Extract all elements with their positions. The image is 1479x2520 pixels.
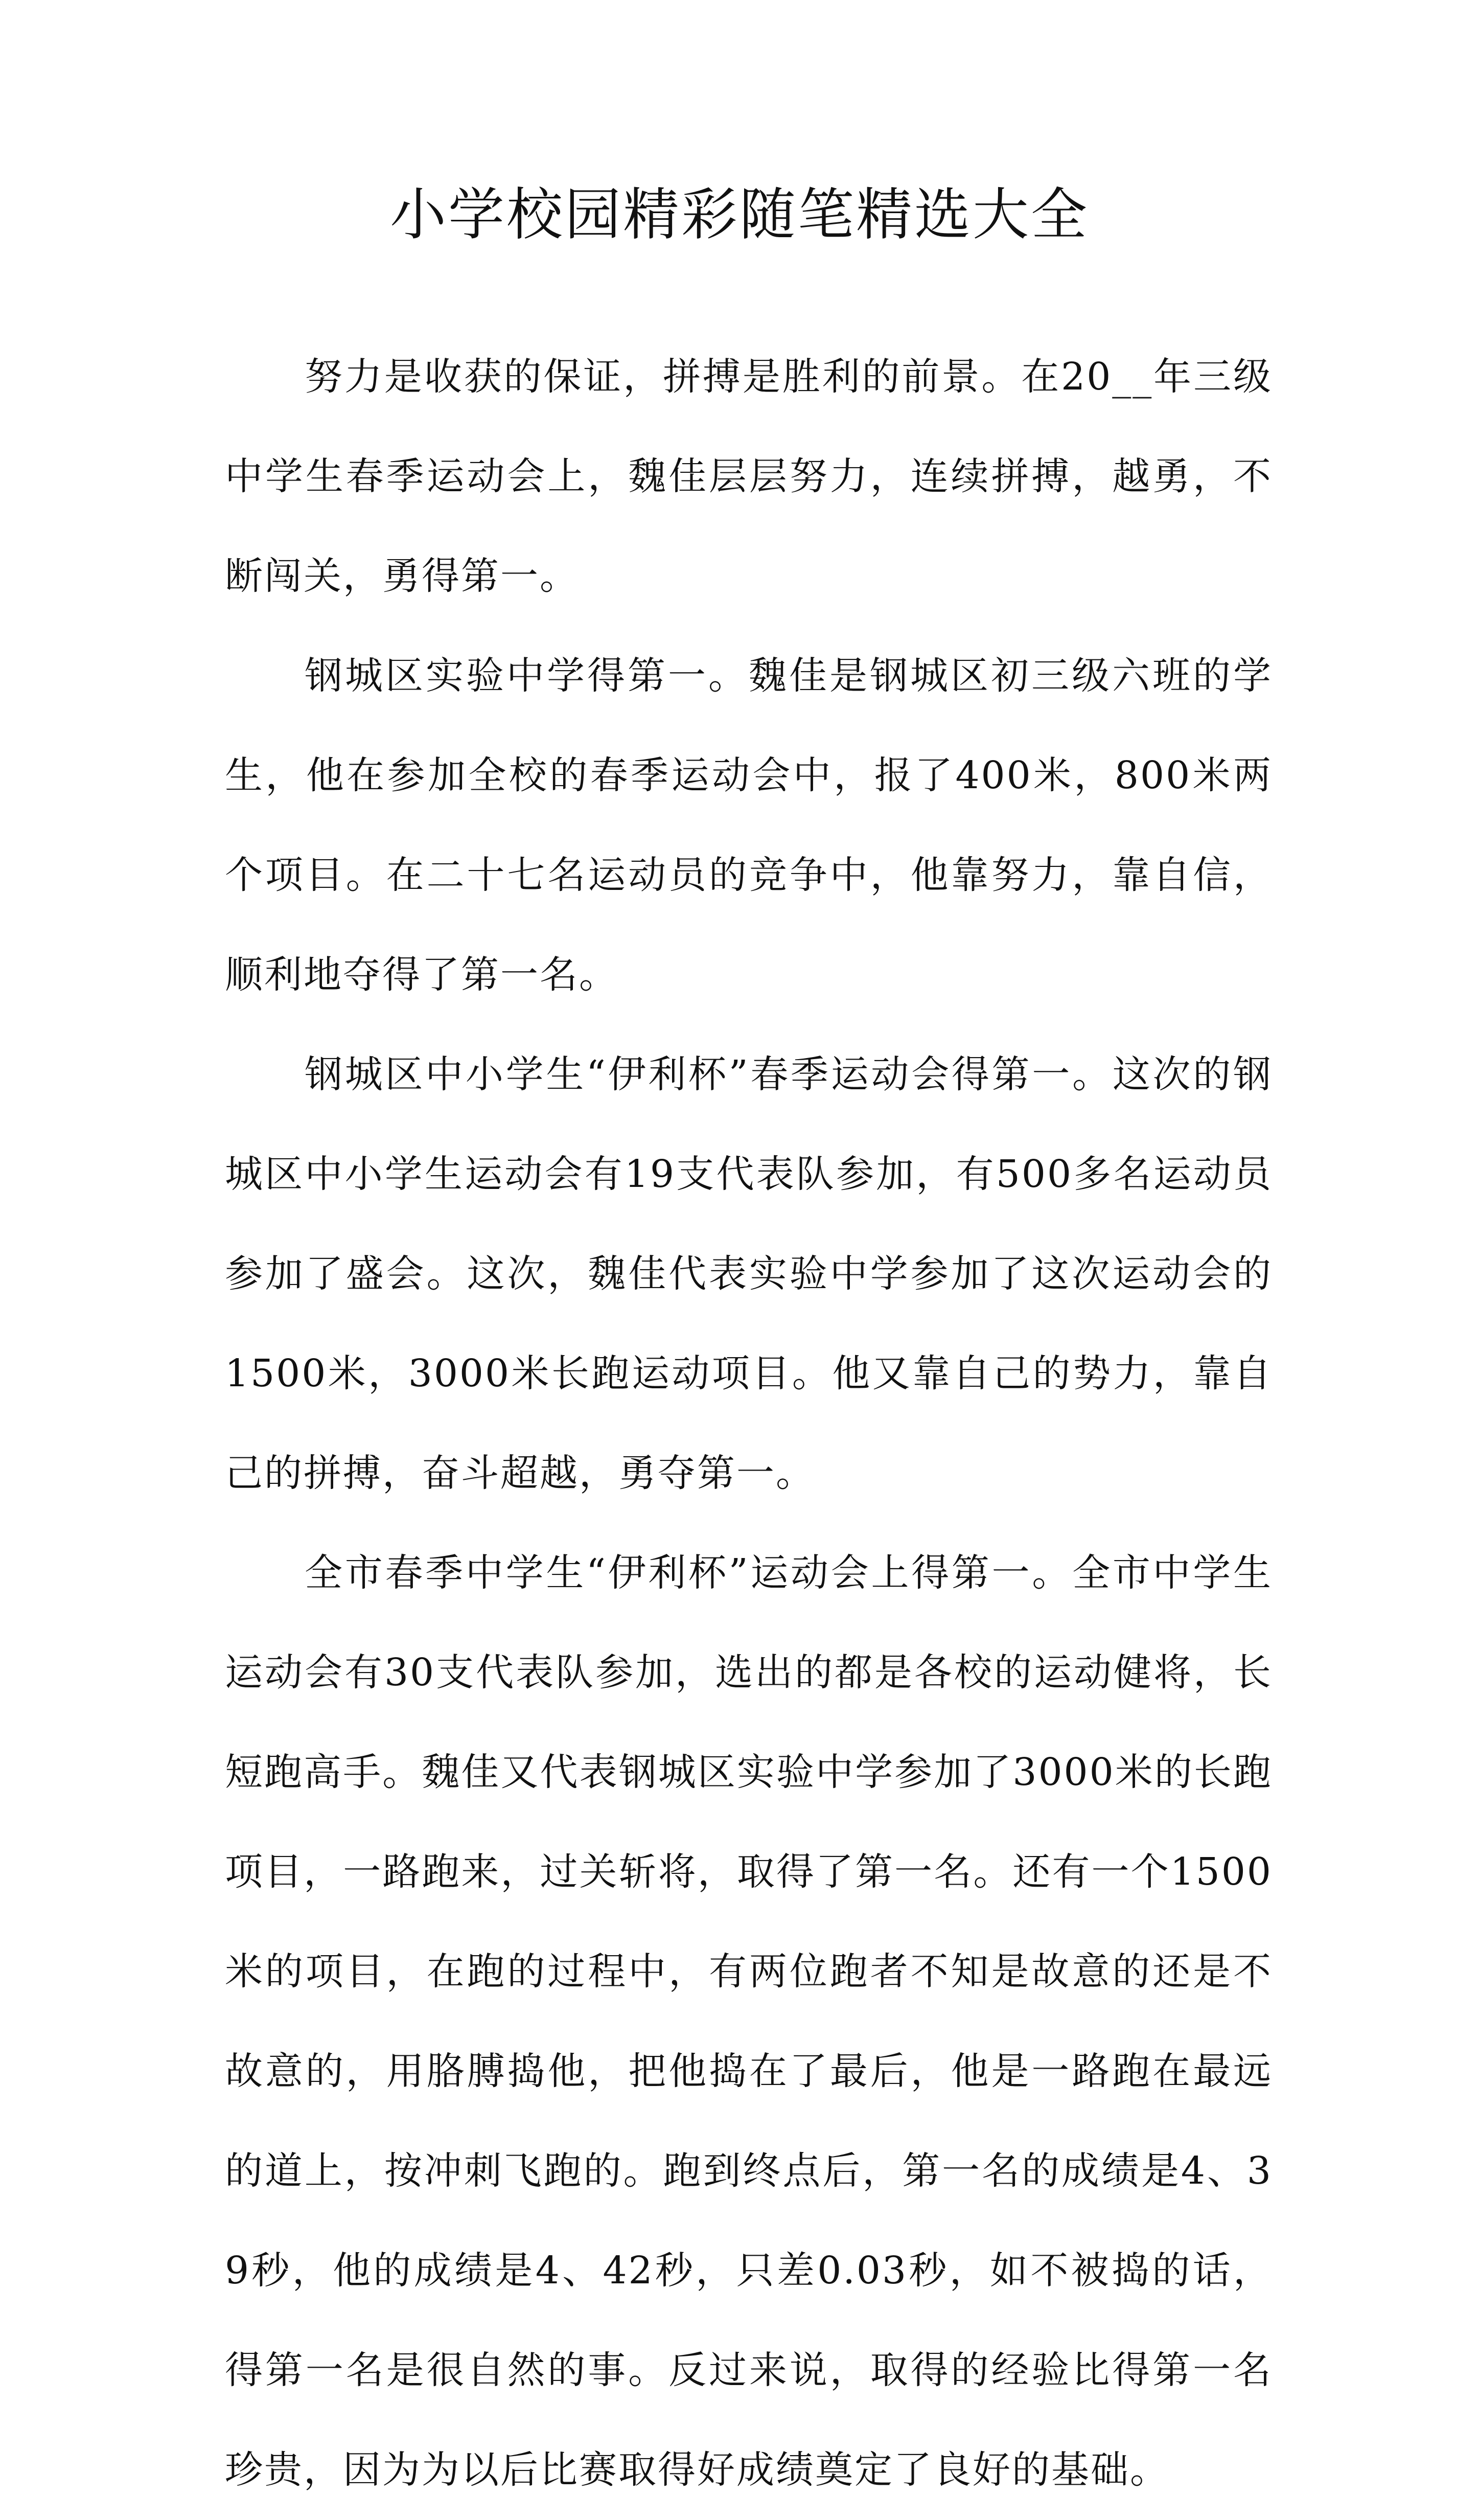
document-body [225,327,1273,2520]
paragraph-4: 全市春季中学生“伊利杯”运动会上得第一。全市中学生运动会有30支代表队参加，选出的都是各校的运动健将，长短跑高手。魏佳又代表钢城区实验中学参加了3000米的长跑项目，一路跑来，过关斩将，取得了第一名。还有一个1500米的项目，在跑的过程中，有两位跑者不知是故意的还是不故意的，用胳膊捣他，把他捣在了最后，他是一路跑在最远的道上，按冲刺飞跑的。跑到终点后，第一名的成绩是4、39秒，他的成绩是4、42秒，只差0.03秒，如不被捣的话，得第一名是很自然的事。反过来说，取得的经验比得第一名珍贵，因为为以后比赛取得好成绩奠定了良好的基础。 [225,1551,1273,2492]
paragraph-1: 努力是收获的保证，拼搏是胜利的前景。在20__年三级中学生春季运动会上，魏佳层层努力，连续拼搏，越勇，不断闯关，勇得第一。 [225,355,1273,598]
paragraph-2: 钢城区实验中学得第一。魏佳是钢城区初三级六班的学生，他在参加全校的春季运动会中，报了400米，800米两个项目。在二十七名运动员的竞争中，他靠努力，靠自信，顺利地夺得了第一名。 [225,654,1273,997]
document-title: 小学校园精彩随笔精选大全 [390,182,1089,247]
paragraph-3: 钢城区中小学生“伊利杯”春季运动会得第一。这次的钢城区中小学生运动会有19支代表队参加，有500多名运动员参加了盛会。这次，魏佳代表实验中学参加了这次运动会的1500米，3000米长跑运动项目。他又靠自己的势力，靠自己的拼搏，奋斗超越，勇夺第一。 [225,1052,1273,1495]
